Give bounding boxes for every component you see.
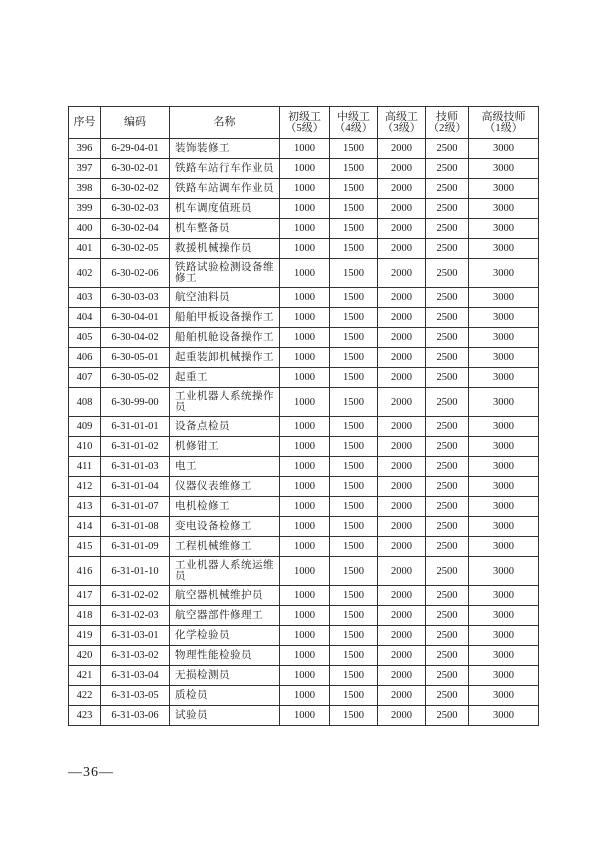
cell-seq: 411 xyxy=(69,457,101,477)
table-row xyxy=(69,586,539,606)
header-level4-title: 中级工 xyxy=(337,110,370,123)
header-level1 xyxy=(469,107,539,139)
cell-level4: 1500 xyxy=(330,308,378,328)
header-level4-grade: （4级） xyxy=(334,121,373,134)
cell-name: 试验员 xyxy=(170,706,280,726)
table-row xyxy=(69,457,539,477)
cell-level2: 2500 xyxy=(426,666,469,686)
cell-level2: 2500 xyxy=(426,239,469,259)
header-level3 xyxy=(378,107,426,139)
cell-seq: 403 xyxy=(69,288,101,308)
cell-level3: 2000 xyxy=(378,626,426,646)
cell-level4: 1500 xyxy=(330,477,378,497)
table-row xyxy=(69,219,539,239)
cell-level5: 1000 xyxy=(280,159,330,179)
cell-level3: 2000 xyxy=(378,308,426,328)
cell-level4: 1500 xyxy=(330,646,378,666)
cell-level1: 3000 xyxy=(469,288,539,308)
cell-level3: 2000 xyxy=(378,706,426,726)
cell-code: 6-30-04-01 xyxy=(101,308,170,328)
cell-name: 铁路车站调车作业员 xyxy=(170,179,280,199)
table-row xyxy=(69,477,539,497)
cell-name: 船舶机舱设备操作工 xyxy=(170,328,280,348)
cell-level1: 3000 xyxy=(469,626,539,646)
cell-level5: 1000 xyxy=(280,328,330,348)
cell-code: 6-30-04-02 xyxy=(101,328,170,348)
cell-level1: 3000 xyxy=(469,259,539,288)
cell-name: 工程机械维修工 xyxy=(170,537,280,557)
header-level1-title: 高级技师 xyxy=(481,110,526,123)
cell-seq: 406 xyxy=(69,348,101,368)
cell-level5: 1000 xyxy=(280,497,330,517)
cell-level2: 2500 xyxy=(426,497,469,517)
cell-level1: 3000 xyxy=(469,368,539,388)
header-level3-grade: （3级） xyxy=(382,121,421,134)
cell-seq: 418 xyxy=(69,606,101,626)
cell-level5: 1000 xyxy=(280,417,330,437)
cell-seq: 414 xyxy=(69,517,101,537)
cell-level1: 3000 xyxy=(469,139,539,159)
cell-name: 工业机器人系统运维员 xyxy=(170,557,280,586)
header-level5-grade: （5级） xyxy=(285,121,324,134)
cell-name: 机车调度值班员 xyxy=(170,199,280,219)
header-level5-title: 初级工 xyxy=(288,110,321,123)
cell-code: 6-31-01-01 xyxy=(101,417,170,437)
cell-level1: 3000 xyxy=(469,159,539,179)
cell-name: 船舶甲板设备操作工 xyxy=(170,308,280,328)
cell-level2: 2500 xyxy=(426,606,469,626)
cell-level4: 1500 xyxy=(330,139,378,159)
cell-code: 6-30-02-05 xyxy=(101,239,170,259)
cell-name: 装饰装修工 xyxy=(170,139,280,159)
cell-seq: 419 xyxy=(69,626,101,646)
cell-level4: 1500 xyxy=(330,557,378,586)
cell-level4: 1500 xyxy=(330,328,378,348)
cell-level1: 3000 xyxy=(469,686,539,706)
cell-level3: 2000 xyxy=(378,239,426,259)
cell-code: 6-30-05-02 xyxy=(101,368,170,388)
cell-level3: 2000 xyxy=(378,457,426,477)
cell-level5: 1000 xyxy=(280,199,330,219)
cell-level1: 3000 xyxy=(469,706,539,726)
cell-level2: 2500 xyxy=(426,586,469,606)
cell-level5: 1000 xyxy=(280,179,330,199)
page-number: —36— xyxy=(68,765,114,780)
cell-name: 起重工 xyxy=(170,368,280,388)
cell-level1: 3000 xyxy=(469,646,539,666)
cell-seq: 402 xyxy=(69,259,101,288)
table-row xyxy=(69,417,539,437)
cell-level3: 2000 xyxy=(378,417,426,437)
cell-level1: 3000 xyxy=(469,308,539,328)
cell-level5: 1000 xyxy=(280,666,330,686)
cell-level4: 1500 xyxy=(330,259,378,288)
cell-level5: 1000 xyxy=(280,259,330,288)
cell-level4: 1500 xyxy=(330,199,378,219)
cell-level3: 2000 xyxy=(378,437,426,457)
cell-level3: 2000 xyxy=(378,477,426,497)
cell-level3: 2000 xyxy=(378,139,426,159)
cell-code: 6-31-01-09 xyxy=(101,537,170,557)
cell-level4: 1500 xyxy=(330,368,378,388)
table-row xyxy=(69,646,539,666)
cell-level4: 1500 xyxy=(330,457,378,477)
cell-name: 机修钳工 xyxy=(170,437,280,457)
cell-seq: 412 xyxy=(69,477,101,497)
cell-code: 6-31-01-03 xyxy=(101,457,170,477)
header-code: 编码 xyxy=(101,107,170,139)
cell-code: 6-31-01-08 xyxy=(101,517,170,537)
cell-seq: 396 xyxy=(69,139,101,159)
cell-level2: 2500 xyxy=(426,626,469,646)
cell-seq: 400 xyxy=(69,219,101,239)
table-row xyxy=(69,437,539,457)
cell-level4: 1500 xyxy=(330,288,378,308)
cell-code: 6-30-02-06 xyxy=(101,259,170,288)
cell-level2: 2500 xyxy=(426,457,469,477)
table-body xyxy=(69,139,539,726)
cell-level4: 1500 xyxy=(330,497,378,517)
header-level2-title: 技师 xyxy=(436,110,458,123)
cell-level4: 1500 xyxy=(330,437,378,457)
table-row xyxy=(69,179,539,199)
cell-level1: 3000 xyxy=(469,219,539,239)
header-level3-title: 高级工 xyxy=(385,110,418,123)
cell-level5: 1000 xyxy=(280,308,330,328)
cell-level2: 2500 xyxy=(426,477,469,497)
cell-level5: 1000 xyxy=(280,348,330,368)
cell-seq: 407 xyxy=(69,368,101,388)
cell-code: 6-31-03-04 xyxy=(101,666,170,686)
cell-seq: 421 xyxy=(69,666,101,686)
cell-level1: 3000 xyxy=(469,497,539,517)
cell-code: 6-31-01-07 xyxy=(101,497,170,517)
header-level1-grade: （1级） xyxy=(484,121,523,134)
cell-level4: 1500 xyxy=(330,179,378,199)
cell-level3: 2000 xyxy=(378,537,426,557)
cell-level5: 1000 xyxy=(280,288,330,308)
header-level2-grade: （2级） xyxy=(428,121,467,134)
cell-name: 机车整备员 xyxy=(170,219,280,239)
cell-level1: 3000 xyxy=(469,517,539,537)
cell-code: 6-31-01-04 xyxy=(101,477,170,497)
cell-seq: 408 xyxy=(69,388,101,417)
header-name: 名称 xyxy=(170,107,280,139)
cell-level2: 2500 xyxy=(426,437,469,457)
cell-level1: 3000 xyxy=(469,417,539,437)
table-row xyxy=(69,259,539,288)
cell-level4: 1500 xyxy=(330,586,378,606)
header-level4 xyxy=(330,107,378,139)
cell-code: 6-31-03-06 xyxy=(101,706,170,726)
cell-code: 6-31-02-03 xyxy=(101,606,170,626)
cell-seq: 405 xyxy=(69,328,101,348)
cell-level1: 3000 xyxy=(469,437,539,457)
cell-level2: 2500 xyxy=(426,417,469,437)
cell-level2: 2500 xyxy=(426,328,469,348)
table-row xyxy=(69,686,539,706)
cell-name: 化学检验员 xyxy=(170,626,280,646)
cell-level1: 3000 xyxy=(469,606,539,626)
table-row xyxy=(69,288,539,308)
cell-level2: 2500 xyxy=(426,646,469,666)
cell-code: 6-30-02-03 xyxy=(101,199,170,219)
cell-level5: 1000 xyxy=(280,586,330,606)
cell-name: 质检员 xyxy=(170,686,280,706)
cell-seq: 416 xyxy=(69,557,101,586)
cell-level2: 2500 xyxy=(426,179,469,199)
cell-level2: 2500 xyxy=(426,368,469,388)
cell-level3: 2000 xyxy=(378,666,426,686)
cell-seq: 415 xyxy=(69,537,101,557)
cell-code: 6-31-01-02 xyxy=(101,437,170,457)
table-row xyxy=(69,537,539,557)
cell-level1: 3000 xyxy=(469,388,539,417)
cell-level2: 2500 xyxy=(426,706,469,726)
cell-name: 电工 xyxy=(170,457,280,477)
cell-code: 6-30-03-03 xyxy=(101,288,170,308)
cell-seq: 417 xyxy=(69,586,101,606)
cell-code: 6-31-03-01 xyxy=(101,626,170,646)
header-level2 xyxy=(426,107,469,139)
cell-name: 铁路车站行车作业员 xyxy=(170,159,280,179)
cell-level5: 1000 xyxy=(280,706,330,726)
cell-name: 航空油料员 xyxy=(170,288,280,308)
cell-level4: 1500 xyxy=(330,537,378,557)
cell-level1: 3000 xyxy=(469,348,539,368)
cell-level4: 1500 xyxy=(330,388,378,417)
cell-level3: 2000 xyxy=(378,388,426,417)
cell-level5: 1000 xyxy=(280,557,330,586)
table-row xyxy=(69,557,539,586)
cell-level5: 1000 xyxy=(280,646,330,666)
cell-level4: 1500 xyxy=(330,706,378,726)
cell-seq: 409 xyxy=(69,417,101,437)
cell-level5: 1000 xyxy=(280,388,330,417)
cell-level2: 2500 xyxy=(426,388,469,417)
cell-code: 6-30-99-00 xyxy=(101,388,170,417)
cell-level3: 2000 xyxy=(378,199,426,219)
cell-level5: 1000 xyxy=(280,368,330,388)
cell-level3: 2000 xyxy=(378,686,426,706)
table-row xyxy=(69,308,539,328)
cell-level4: 1500 xyxy=(330,626,378,646)
cell-seq: 401 xyxy=(69,239,101,259)
cell-level2: 2500 xyxy=(426,199,469,219)
table-row xyxy=(69,159,539,179)
cell-name: 无损检测员 xyxy=(170,666,280,686)
cell-seq: 410 xyxy=(69,437,101,457)
cell-level1: 3000 xyxy=(469,477,539,497)
cell-level1: 3000 xyxy=(469,537,539,557)
cell-level3: 2000 xyxy=(378,586,426,606)
cell-level3: 2000 xyxy=(378,646,426,666)
cell-seq: 420 xyxy=(69,646,101,666)
cell-level1: 3000 xyxy=(469,199,539,219)
cell-level4: 1500 xyxy=(330,666,378,686)
cell-level2: 2500 xyxy=(426,537,469,557)
cell-level2: 2500 xyxy=(426,219,469,239)
cell-level1: 3000 xyxy=(469,666,539,686)
cell-code: 6-30-02-01 xyxy=(101,159,170,179)
cell-level5: 1000 xyxy=(280,437,330,457)
table-row xyxy=(69,239,539,259)
cell-level3: 2000 xyxy=(378,179,426,199)
cell-level5: 1000 xyxy=(280,606,330,626)
cell-level2: 2500 xyxy=(426,348,469,368)
cell-name: 仪器仪表维修工 xyxy=(170,477,280,497)
table-row xyxy=(69,666,539,686)
table-row xyxy=(69,626,539,646)
cell-code: 6-31-03-05 xyxy=(101,686,170,706)
cell-seq: 422 xyxy=(69,686,101,706)
cell-code: 6-30-02-04 xyxy=(101,219,170,239)
cell-level3: 2000 xyxy=(378,219,426,239)
cell-name: 物理性能检验员 xyxy=(170,646,280,666)
cell-code: 6-31-03-02 xyxy=(101,646,170,666)
cell-level1: 3000 xyxy=(469,239,539,259)
cell-level1: 3000 xyxy=(469,557,539,586)
cell-name: 工业机器人系统操作员 xyxy=(170,388,280,417)
cell-level4: 1500 xyxy=(330,219,378,239)
cell-level4: 1500 xyxy=(330,517,378,537)
cell-name: 航空器机械维护员 xyxy=(170,586,280,606)
cell-seq: 399 xyxy=(69,199,101,219)
cell-level3: 2000 xyxy=(378,259,426,288)
cell-level3: 2000 xyxy=(378,328,426,348)
table-row xyxy=(69,328,539,348)
cell-level5: 1000 xyxy=(280,457,330,477)
cell-level5: 1000 xyxy=(280,477,330,497)
cell-code: 6-31-01-10 xyxy=(101,557,170,586)
cell-seq: 413 xyxy=(69,497,101,517)
table-row xyxy=(69,497,539,517)
cell-level3: 2000 xyxy=(378,159,426,179)
cell-level4: 1500 xyxy=(330,159,378,179)
table-row xyxy=(69,706,539,726)
cell-code: 6-31-02-02 xyxy=(101,586,170,606)
cell-name: 电机检修工 xyxy=(170,497,280,517)
cell-name: 起重装卸机械操作工 xyxy=(170,348,280,368)
cell-level5: 1000 xyxy=(280,626,330,646)
cell-seq: 404 xyxy=(69,308,101,328)
cell-level5: 1000 xyxy=(280,219,330,239)
table-row xyxy=(69,606,539,626)
cell-level2: 2500 xyxy=(426,259,469,288)
cell-level5: 1000 xyxy=(280,537,330,557)
cell-seq: 423 xyxy=(69,706,101,726)
cell-seq: 398 xyxy=(69,179,101,199)
cell-level4: 1500 xyxy=(330,686,378,706)
cell-level5: 1000 xyxy=(280,139,330,159)
cell-level1: 3000 xyxy=(469,179,539,199)
cell-level5: 1000 xyxy=(280,239,330,259)
cell-level3: 2000 xyxy=(378,497,426,517)
cell-level2: 2500 xyxy=(426,517,469,537)
cell-level3: 2000 xyxy=(378,348,426,368)
cell-name: 设备点检员 xyxy=(170,417,280,437)
cell-seq: 397 xyxy=(69,159,101,179)
cell-level5: 1000 xyxy=(280,517,330,537)
cell-level2: 2500 xyxy=(426,139,469,159)
cell-level2: 2500 xyxy=(426,159,469,179)
cell-level4: 1500 xyxy=(330,606,378,626)
table-row xyxy=(69,139,539,159)
table-row xyxy=(69,368,539,388)
subsidy-table-container xyxy=(68,106,538,726)
table-header-row xyxy=(69,107,539,139)
cell-name: 变电设备检修工 xyxy=(170,517,280,537)
occupation-subsidy-table xyxy=(68,106,539,726)
table-row xyxy=(69,517,539,537)
header-seq: 序号 xyxy=(69,107,101,139)
cell-level5: 1000 xyxy=(280,686,330,706)
cell-level2: 2500 xyxy=(426,557,469,586)
table-row xyxy=(69,199,539,219)
cell-level3: 2000 xyxy=(378,557,426,586)
cell-name: 铁路试验检测设备维修工 xyxy=(170,259,280,288)
cell-level3: 2000 xyxy=(378,517,426,537)
table-row xyxy=(69,348,539,368)
cell-level1: 3000 xyxy=(469,457,539,477)
cell-name: 救援机械操作员 xyxy=(170,239,280,259)
cell-level2: 2500 xyxy=(426,308,469,328)
cell-level3: 2000 xyxy=(378,606,426,626)
cell-level4: 1500 xyxy=(330,417,378,437)
cell-code: 6-30-05-01 xyxy=(101,348,170,368)
cell-level4: 1500 xyxy=(330,239,378,259)
cell-level1: 3000 xyxy=(469,586,539,606)
cell-level3: 2000 xyxy=(378,368,426,388)
cell-code: 6-30-02-02 xyxy=(101,179,170,199)
cell-code: 6-29-04-01 xyxy=(101,139,170,159)
cell-level2: 2500 xyxy=(426,288,469,308)
cell-level3: 2000 xyxy=(378,288,426,308)
table-row xyxy=(69,388,539,417)
cell-level1: 3000 xyxy=(469,328,539,348)
cell-name: 航空器部件修理工 xyxy=(170,606,280,626)
header-level5 xyxy=(280,107,330,139)
cell-level2: 2500 xyxy=(426,686,469,706)
cell-level4: 1500 xyxy=(330,348,378,368)
